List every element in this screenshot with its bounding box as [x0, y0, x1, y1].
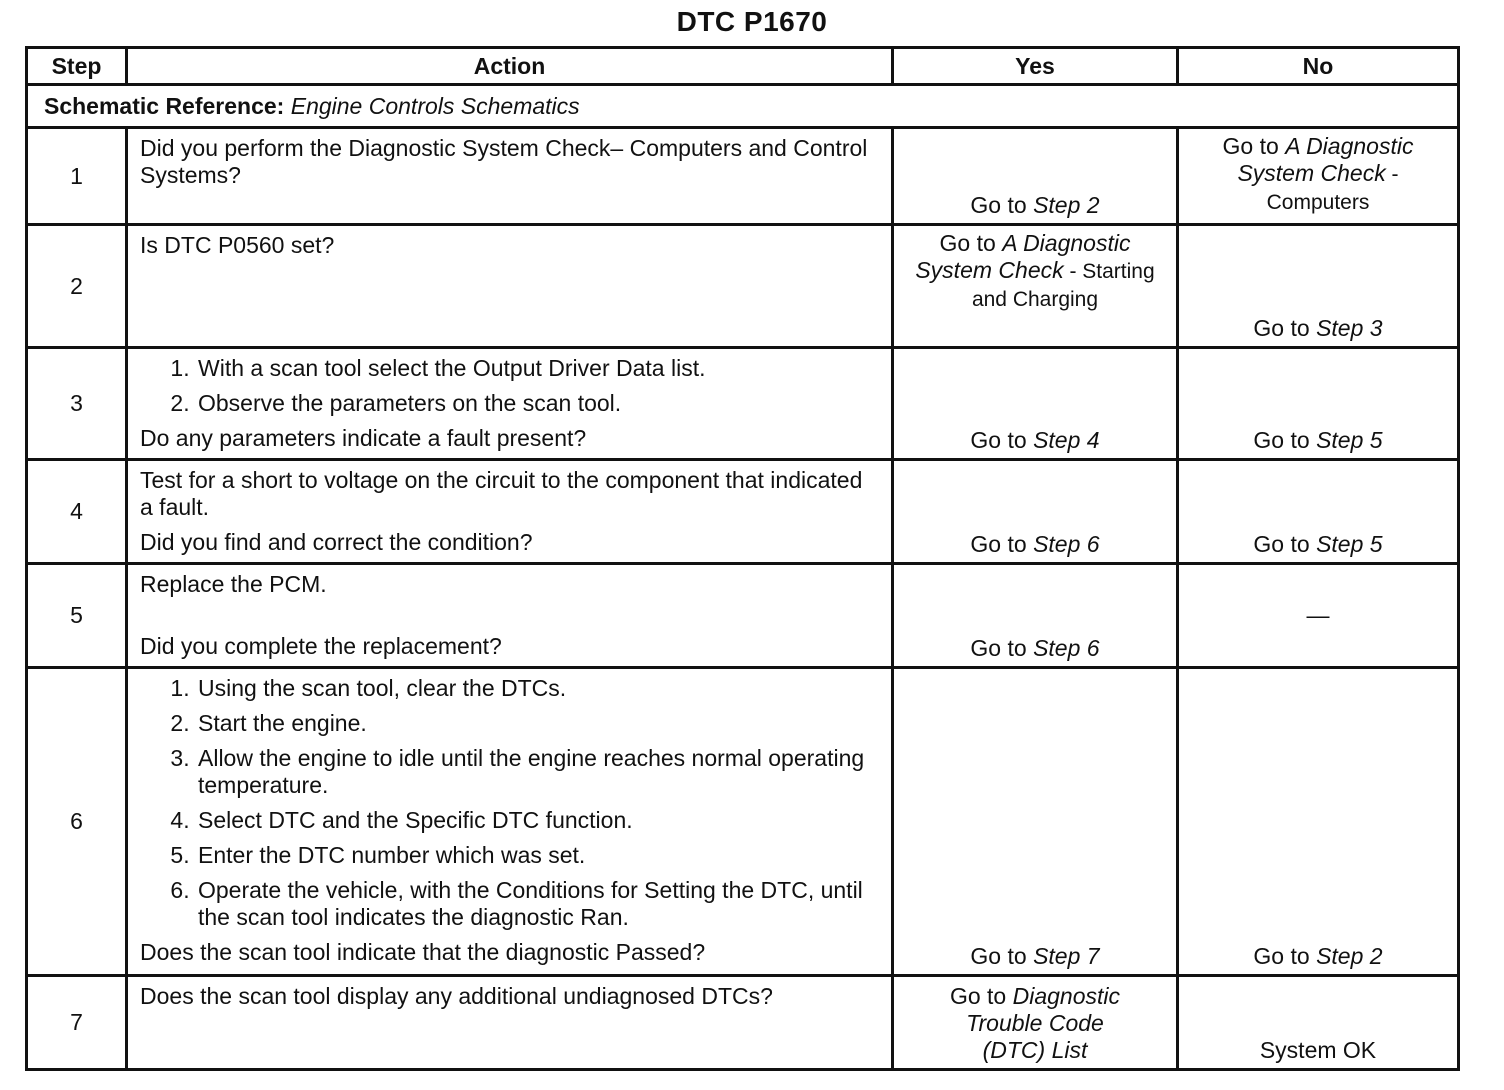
list-item: 1. Using the scan tool, clear the DTCs. — [196, 675, 879, 702]
table-row — [27, 460, 1459, 564]
table-row — [27, 564, 1459, 668]
no-cell — [1178, 225, 1459, 348]
step-number: 6 — [27, 668, 127, 976]
yes-text: Go to — [949, 983, 1013, 1009]
step-number: 1 — [27, 128, 127, 225]
no-link: Step 5 — [1316, 531, 1383, 557]
table-row — [27, 348, 1459, 460]
yes-text: Go to — [970, 943, 1034, 969]
action-text: Is DTC P0560 set? — [127, 225, 893, 348]
yes-link: A Diagnostic System Check — [915, 230, 1131, 283]
no-text: System OK — [1259, 1037, 1377, 1063]
header-step: Step — [27, 48, 127, 85]
action-steps — [140, 355, 879, 417]
action-cell — [127, 460, 893, 564]
list-item: 5. Enter the DTC number which was set. — [196, 842, 879, 869]
yes-link: Step 6 — [1033, 635, 1100, 661]
no-cell — [1178, 564, 1459, 668]
action-question: Do any parameters indicate a fault present? — [140, 425, 587, 451]
action-cell — [127, 564, 893, 668]
table-row — [27, 976, 1459, 1070]
yes-link: Step 6 — [1033, 531, 1100, 557]
list-item: 1. With a scan tool select the Output Driver Data list. — [196, 355, 879, 382]
no-link: Step 5 — [1316, 427, 1383, 453]
yes-cell — [893, 348, 1178, 460]
no-text: Go to — [1253, 427, 1317, 453]
yes-cell — [893, 128, 1178, 225]
no-text: Go to — [1222, 133, 1286, 159]
action-steps — [140, 675, 879, 931]
yes-link: Step 4 — [1033, 427, 1100, 453]
table-row — [27, 225, 1459, 348]
list-item: 2. Observe the parameters on the scan tool. — [196, 390, 879, 417]
yes-cell — [893, 976, 1178, 1070]
no-cell — [1178, 668, 1459, 976]
table-row — [27, 128, 1459, 225]
no-cell — [1178, 460, 1459, 564]
step-number: 5 — [27, 564, 127, 668]
yes-link: Step 2 — [1033, 192, 1100, 218]
yes-suffix: - Starting and Charging — [971, 260, 1155, 311]
action-cell — [127, 348, 893, 460]
schematic-row — [27, 85, 1459, 128]
yes-cell — [893, 225, 1178, 348]
no-text: — — [1306, 602, 1330, 628]
action-text: Replace the PCM. — [140, 571, 327, 597]
diagnostic-table — [25, 46, 1460, 1071]
yes-text: Go to — [970, 192, 1034, 218]
schematic-label: Schematic Reference: — [44, 92, 285, 119]
yes-cell — [893, 460, 1178, 564]
no-suffix: - Computers — [1266, 163, 1399, 214]
action-question: Did you complete the replacement? — [140, 633, 502, 659]
schematic-value: Engine Controls Schematics — [290, 92, 580, 119]
action-cell — [127, 668, 893, 976]
step-number: 3 — [27, 348, 127, 460]
no-cell — [1178, 976, 1459, 1070]
step-number: 7 — [27, 976, 127, 1070]
action-text: Does the scan tool display any additional undiagnosed DTCs? — [127, 976, 893, 1070]
header-yes: Yes — [893, 48, 1178, 85]
yes-text: Go to — [970, 427, 1034, 453]
action-text: Did you perform the Diagnostic System Check– Computers and Control Systems? — [127, 128, 893, 225]
list-item: 2. Start the engine. — [196, 710, 879, 737]
no-link: A Diagnostic System Check — [1237, 133, 1414, 186]
no-cell — [1178, 128, 1459, 225]
list-item: 6. Operate the vehicle, with the Conditions for Setting the DTC, until the scan tool indicates the diagnostic Ran. — [196, 877, 879, 931]
list-item: 3. Allow the engine to idle until the engine reaches normal operating temperature. — [196, 745, 879, 799]
yes-cell — [893, 668, 1178, 976]
yes-text: Go to — [939, 230, 1003, 256]
no-text: Go to — [1253, 943, 1317, 969]
action-text: Test for a short to voltage on the circuit to the component that indicated a fault. — [140, 467, 863, 520]
page-title: DTC P1670 — [676, 6, 828, 37]
yes-cell — [893, 564, 1178, 668]
yes-link: Step 7 — [1033, 943, 1100, 969]
list-item: 4. Select DTC and the Specific DTC function. — [196, 807, 879, 834]
yes-text: Go to — [970, 635, 1034, 661]
action-question: Did you find and correct the condition? — [140, 529, 533, 555]
header-no: No — [1178, 48, 1459, 85]
header-action: Action — [127, 48, 893, 85]
yes-text: Go to — [970, 531, 1034, 557]
header-row — [27, 48, 1459, 85]
schematic-reference — [27, 85, 1459, 128]
no-link: Step 3 — [1316, 315, 1383, 341]
action-question: Does the scan tool indicate that the diagnostic Passed? — [140, 939, 706, 965]
yes-link: Diagnostic Trouble Code (DTC) List — [966, 983, 1121, 1063]
step-number: 4 — [27, 460, 127, 564]
no-text: Go to — [1253, 315, 1317, 341]
no-cell — [1178, 348, 1459, 460]
no-link: Step 2 — [1316, 943, 1383, 969]
table-row — [27, 668, 1459, 976]
no-text: Go to — [1253, 531, 1317, 557]
step-number: 2 — [27, 225, 127, 348]
